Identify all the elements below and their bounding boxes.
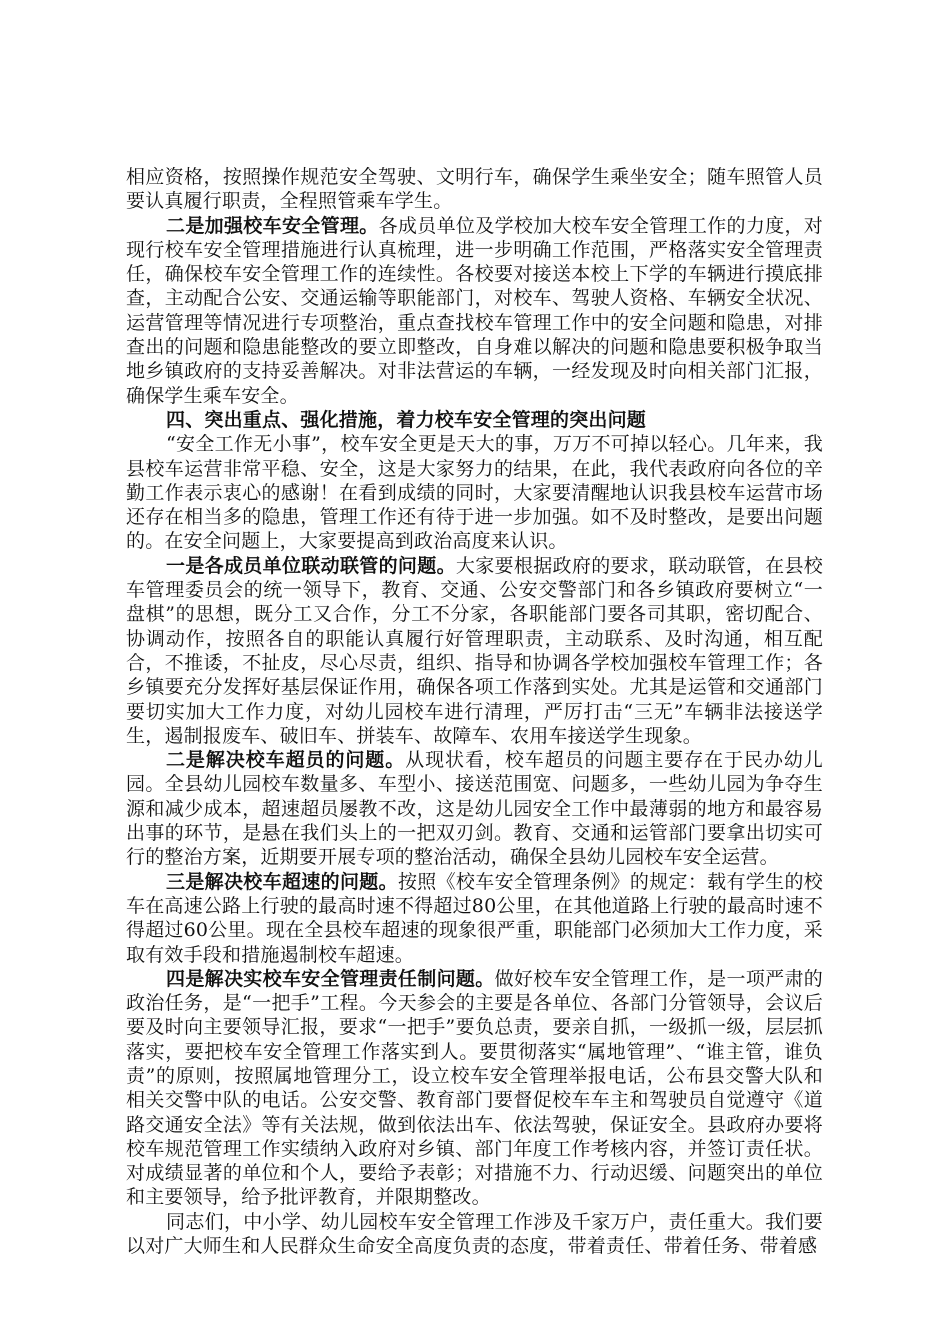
paragraph-linkage (126, 554, 823, 748)
paragraph-text: 从现状看，校车超员的问题主要存在于民办幼儿园。全县幼儿园校车数量多、车型小、接送范围宽、问题多，一些幼儿园为争夺生源和减少成本，超速超员屡教不改，这是幼儿园安全工作中最薄弱的地方和最容易出事的环节，是悬在我们头上的一把双刃剑。教育、交通和运管部门要拿出切实可行的整治方案，近期要开展专项的整治活动，确保全县幼儿园校车安全运营。 (126, 749, 824, 869)
paragraph-lead: 三是解决校车超速的问题。 (166, 870, 398, 893)
section-heading-four (126, 408, 823, 432)
paragraph-text: “安全工作无小事”，校车安全更是天大的事，万万不可掉以轻心。几年来，我县校车运营非常平稳、安全，这是大家努力的结果，在此，我代表政府向各位的辛勤工作表示衷心的感谢！在看到成绩的同时，大家要清醒地认识我县校车运营市场还存在相当多的隐患，管理工作还有待于进一步加强。如不及时整改，是要出问题的。在安全问题上，大家要提高到政治高度来认识。 (126, 433, 823, 553)
paragraph-text: 同志们，中小学、幼儿园校车安全管理工作涉及千家万户，责任重大。我们要以对广大师生和人民群众生命安全高度负责的态度，带着责任、带着任务、带着感 (126, 1210, 823, 1258)
paragraph-continued (126, 165, 823, 214)
document-page (126, 165, 823, 1258)
paragraph-responsibility (126, 967, 823, 1210)
paragraph-comrades (126, 1210, 823, 1259)
paragraph-text: 各成员单位及学校加大校车安全管理工作的力度，对现行校车安全管理措施进行认真梳理，进一步明确工作范围，严格落实安全管理责任，确保校车安全管理工作的连续性。各校要对接送本校上下学的车辆进行摸底排查，主动配合公安、交通运输等职能部门，对校车、驾驶人资格、车辆安全状况、运营管理等情况进行专项整治，重点查找校车管理工作中的安全问题和隐患，对排查出的问题和隐患能整改的要立即整改，自身难以解决的问题和隐患要积极争取当地乡镇政府的支持妥善解决。对非法营运的车辆，一经发现及时向相关部门汇报，确保学生乘车安全。 (126, 214, 824, 407)
paragraph-text: 大家要根据政府的要求，联动联管，在县校车管理委员会的统一领导下，教育、交通、公安交警部门和各乡镇政府要树立“一盘棋”的思想，既分工又合作，分工不分家，各职能部门要各司其职，密切配合、协调动作，按照各自的职能认真履行好管理职责，主动联系、及时沟通，相互配合，不推诿，不扯皮，尽心尽责，组织、指导和协调各学校加强校车管理工作；各乡镇要充分发挥好基层保证作用，确保各项工作落到实处。尤其是运管和交通部门要切实加大工作力度，对幼儿园校车进行清理，严厉打击“三无”车辆非法接送学生，遏制报废车、破旧车、拼装车、故障车、农用车接送学生现象。 (126, 554, 823, 747)
paragraph-speeding (126, 870, 823, 967)
paragraph-safety-quote (126, 432, 823, 553)
paragraph-lead: 四是解决实校车安全管理责任制问题。 (166, 967, 495, 990)
paragraph-text: 按照《校车安全管理条例》的规定：载有学生的校车在高速公路上行驶的最高时速不得超过80公里，在其他道路上行驶的最高时速不得超过60公里。现在全县校车超速的现象很严重，职能部门必须加大工作力度，采取有效手段和措施遏制校车超速。 (126, 870, 824, 966)
paragraph-overload (126, 748, 823, 869)
paragraph-lead: 一是各成员单位联动联管的问题。 (166, 554, 456, 577)
paragraph-text: 相应资格，按照操作规范安全驾驶、文明行车，确保学生乘坐安全；随车照管人员要认真履行职责，全程照管乘车学生。 (126, 166, 823, 213)
section-heading-text: 四、突出重点、强化措施，着力校车安全管理的突出问题 (166, 408, 647, 431)
paragraph-text: 做好校车安全管理工作，是一项严肃的政治任务，是“一把手”工程。今天参会的主要是各单位、各部门分管领导，会议后要及时向主要领导汇报，要求“一把手”要负总责，要亲自抓，一级抓一级，层层抓落实，要把校车安全管理工作落实到人。要贯彻落实“属地管理”、“谁主管，谁负责”的原则，按照属地管理分工，设立校车安全管理举报电话，公布县交警大队和相关交警中队的电话。公安交警、教育部门要督促校车车主和驾驶员自觉遵守《道路交通安全法》等有关法规，做到依法出车、依法驾驶，保证安全。县政府办要将校车规范管理工作实绩纳入政府对乡镇、部门年度工作考核内容，并签订责任状。对成绩显著的单位和个人，要给予表彰；对措施不力、行动迟缓、问题突出的单位和主要领导，给予批评教育，并限期整改。 (126, 967, 823, 1209)
paragraph-lead: 二是加强校车安全管理。 (166, 214, 379, 237)
paragraph-lead: 二是解决校车超员的问题。 (166, 749, 406, 772)
paragraph-strengthen-management (126, 214, 823, 408)
